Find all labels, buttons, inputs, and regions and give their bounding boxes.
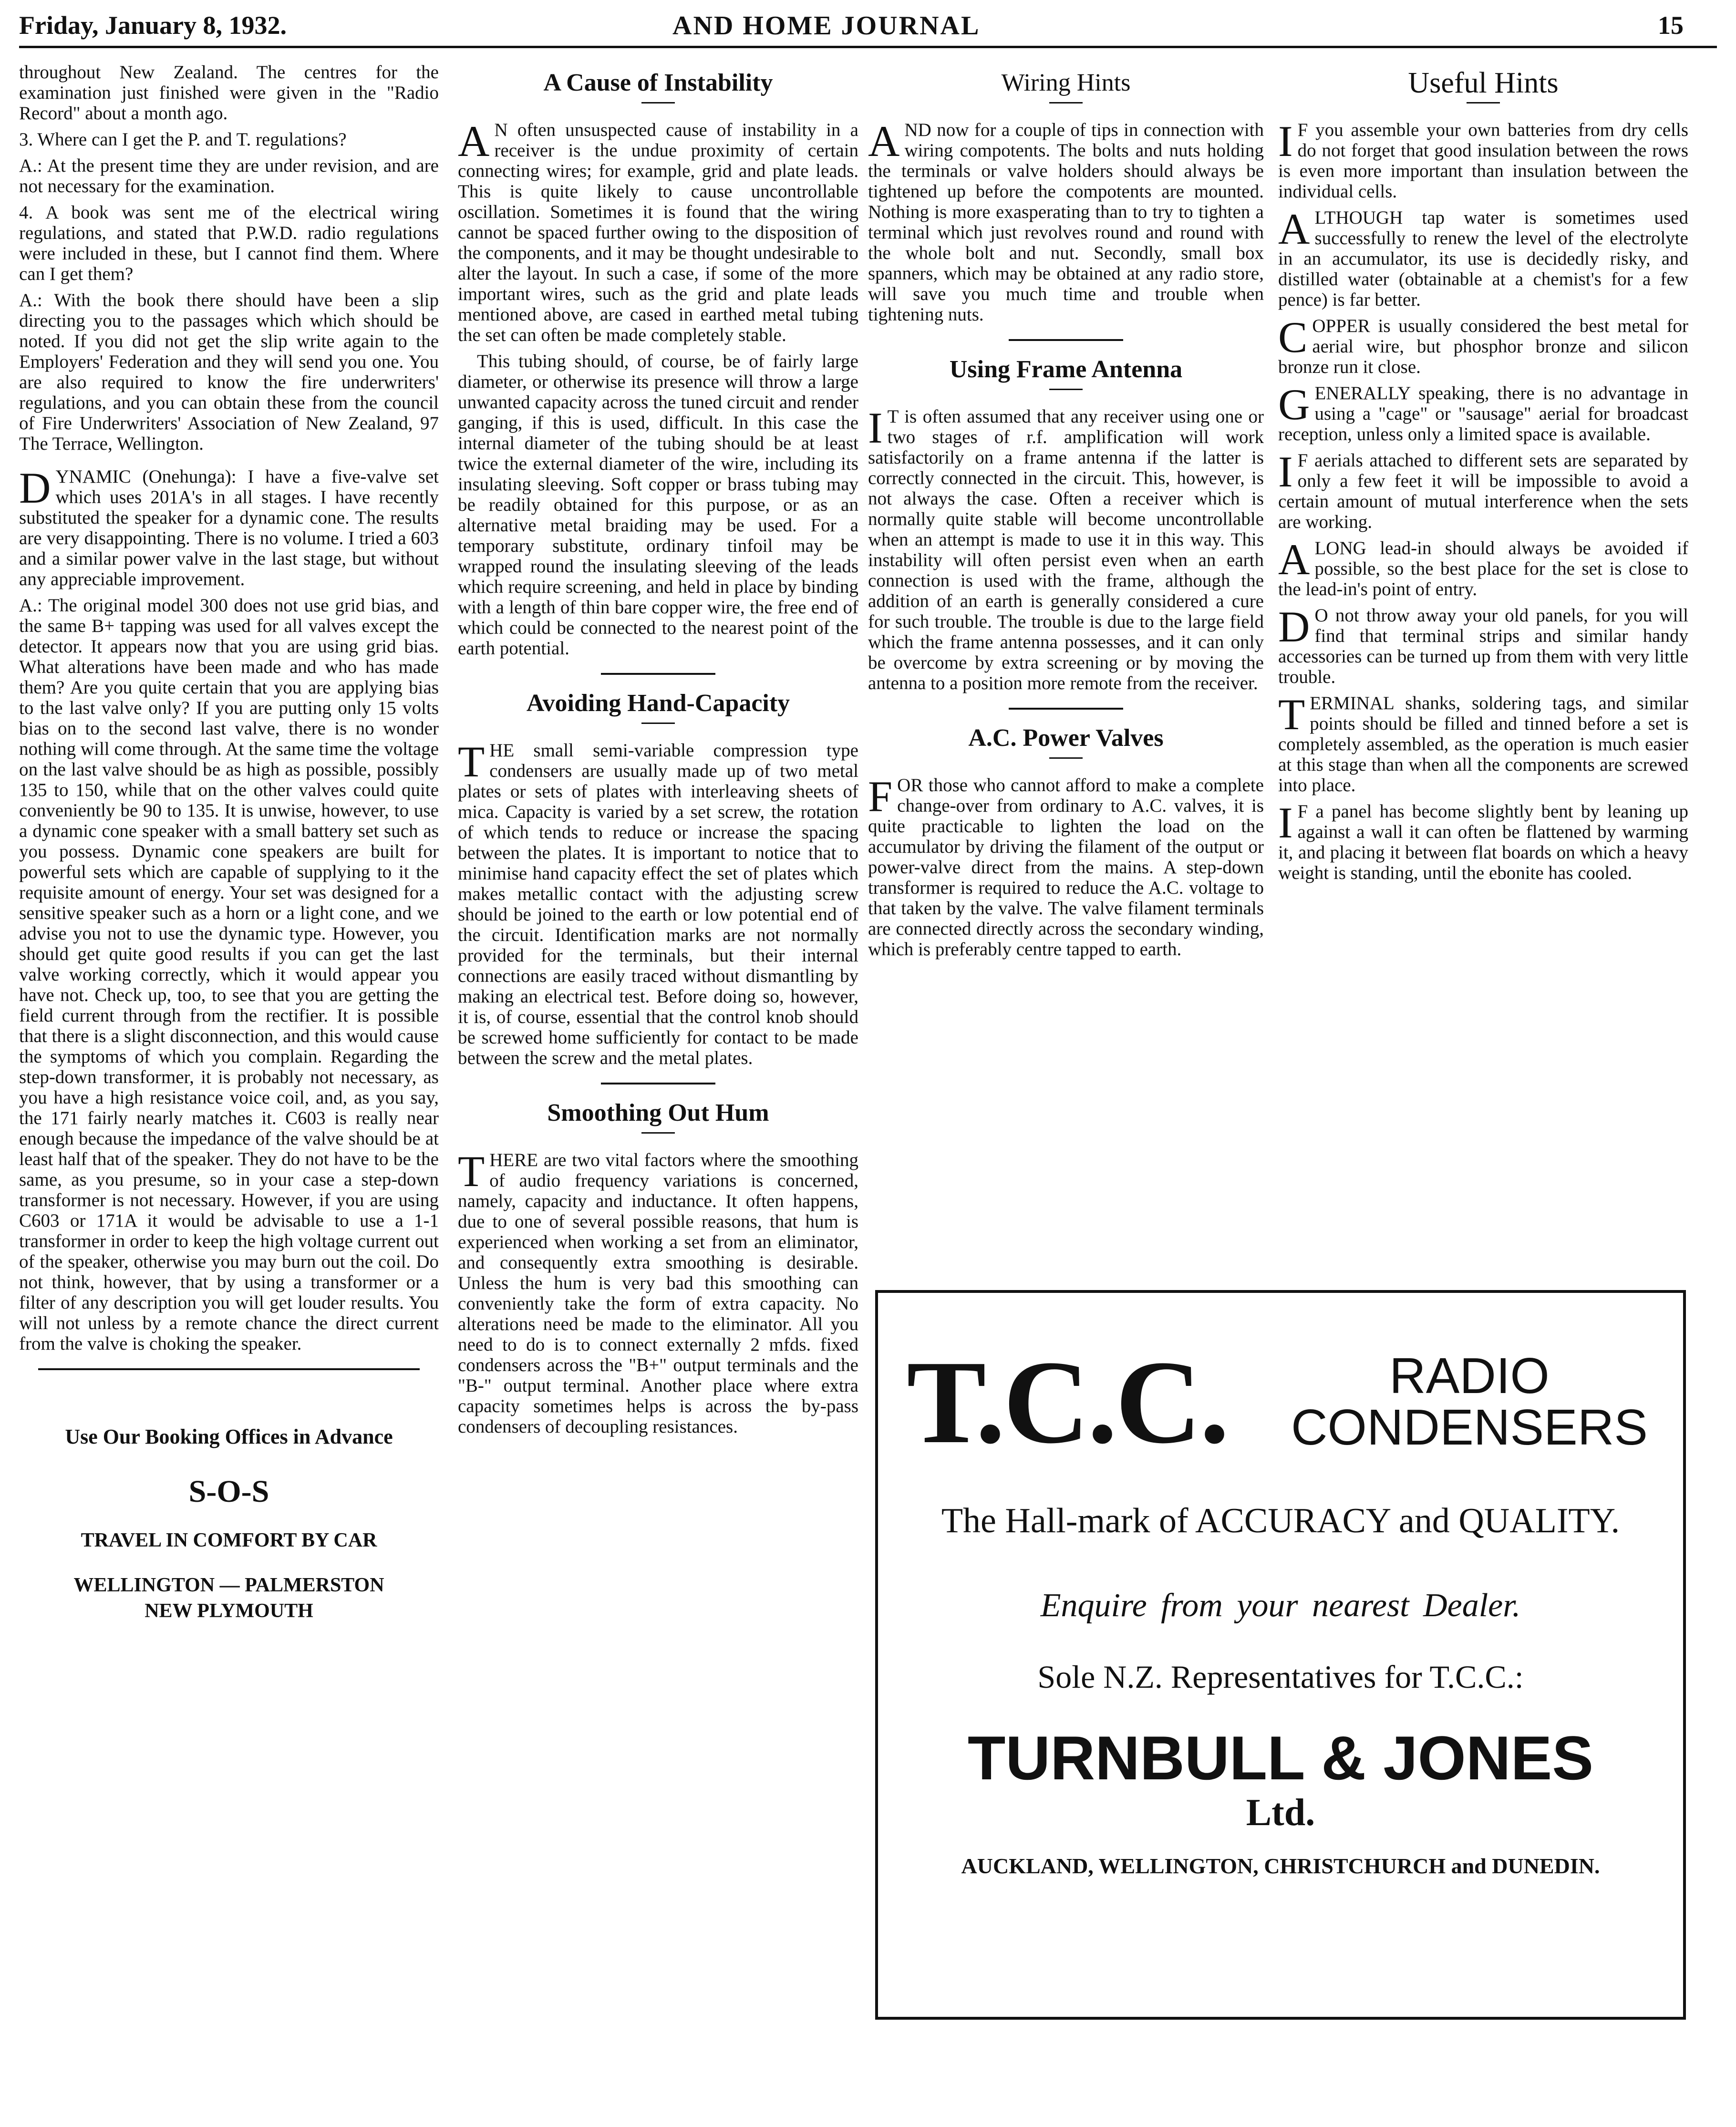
advert-brand-block xyxy=(878,1293,1683,1498)
advert-product xyxy=(1288,1348,1651,1456)
drop-cap: T xyxy=(458,1147,485,1196)
issue-date: Friday, January 8, 1932. xyxy=(19,11,287,40)
column-questions-answers xyxy=(19,62,439,1624)
advert-route: NEW PLYMOUTH xyxy=(145,1600,313,1622)
drop-cap: I xyxy=(1278,117,1293,165)
heading-rule xyxy=(1049,389,1083,390)
article-text: HE small semi-variable compression type condensers are usually made up of two metal plates or sets of plates with interleaving sheets of mica. Capacity is varied by a set screw, the rotation of which tends to reduce or increase the spacing between the plates. It is important to notice that to minimise hand capacity effect the set of plates which makes metallic contact with the adjusting screw should be joined to the earth or low potential end of the circuit. Identification marks are not normally provided for the terminals, but their internal connections are easily traced without dismantling by making an electrical test. Before doing so, however, it is, of course, essential that the control knob should be screwed home sufficiently for contact to be made between the screw and the metal plates. xyxy=(458,740,858,1068)
advert-brand-logo: T.C.C. xyxy=(907,1336,1228,1468)
sos-travel-advert xyxy=(19,1423,439,1624)
column-articles-3 xyxy=(868,62,1264,965)
hint-text: O not throw away your old panels, for you will find that terminal strips and similar handy accessories can be turned up from them with very little trouble. xyxy=(1278,605,1688,687)
paragraph: throughout New Zealand. The centres for the examination just finished were given in the "Radio Record" about a month ago. xyxy=(19,62,439,124)
hint-paragraph xyxy=(1278,313,1688,377)
heading-rule xyxy=(1049,102,1083,103)
heading-rule xyxy=(1049,757,1083,759)
drop-cap: A xyxy=(1278,535,1310,584)
article-paragraph xyxy=(868,403,1264,693)
tcc-condensers-advert xyxy=(875,1290,1686,2020)
separator-rule xyxy=(601,673,715,675)
advert-route: WELLINGTON — PALMERSTON xyxy=(73,1574,384,1596)
hint-paragraph xyxy=(1278,117,1688,202)
drop-cap: A xyxy=(1278,205,1310,253)
article-paragraph xyxy=(458,1147,858,1437)
article-heading: Avoiding Hand-Capacity xyxy=(526,690,790,717)
hint-text: ENERALLY speaking, there is no advantage in using a "cage" or "sausage" aerial for broadcast reception, unless only a limited space is available. xyxy=(1278,383,1688,444)
hint-paragraph xyxy=(1278,690,1688,795)
hint-paragraph xyxy=(1278,798,1688,883)
masthead-rule xyxy=(19,46,1717,48)
separator-rule xyxy=(1009,339,1123,341)
advert-representatives: Sole N.Z. Representatives for T.C.C.: xyxy=(1037,1659,1524,1695)
hint-text: F a panel has become slightly bent by leaning up against a wall it can often be flattened by warming it, and placing it between flat boards on which a heavy weight is standing, until the ebonite has cooled. xyxy=(1278,801,1688,883)
article-paragraph: This tubing should, of course, be of fairly large diameter, or otherwise its presence will throw a large unwanted capacity across the tuned circuit and render ganging, if this is used, difficult. In this case the internal diameter of the tubing should be at least twice the external diameter of the wire, including its insulating sleeving. Soft copper or brass tubing may be readily obtained for this purpose, or as an alternative metal braiding may be used. For a temporary substitute, ordinary tinfoil may be wrapped round the insulating sleeving of the leads which require screening, and held in place by binding with a length of thin bare copper wire, the free end of which could be connected to the nearest point of the earth potential. xyxy=(458,351,858,659)
advert-product-line: RADIO xyxy=(1389,1348,1550,1404)
drop-cap: G xyxy=(1278,380,1310,429)
article-text: HERE are two vital factors where the smoothing of audio frequency variations is concerned, namely, capacity and inductance. It often happens, due to one of several possible reasons, that hum is experienced when working a set from an eliminator, and consequently extra smoothing is desirable. Unless the hum is very bad this smoothing can conveniently take the form of extra capacity. No alterations need be made to the eliminator. All you need to do is to connect externally 2 mfds. fixed condensers across the "B+" output terminals and the "B-" output terminal. Another place where extra capacity sometimes helps is across the by-pass condensers of decoupling resistances. xyxy=(458,1150,858,1437)
answer: A.: With the book there should have been a slip directing you to the passages which which should be noted. If you did not get the slip write again to the Employers' Federation and they will send you one. You are also required to know the fire underwriters' regulations, and you can obtain these from the council of Fire Underwriters' Association of New Zealand, 97 The Terrace, Wellington. xyxy=(19,290,439,454)
column-useful-hints xyxy=(1278,62,1688,889)
article-heading: Smoothing Out Hum xyxy=(547,1099,769,1126)
article-paragraph xyxy=(458,117,858,345)
advert-headline: Use Our Booking Offices in Advance xyxy=(65,1425,393,1448)
hint-text: LTHOUGH tap water is sometimes used successfully to renew the level of the electrolyte in an accumulator, its use is decidedly risky, and distilled water (obtainable at a chemist's for a few pence) is far better. xyxy=(1278,207,1688,310)
letter-body: (Onehunga): I have a five-valve set which uses 201A's in all stages. I have recently substituted the speaker for a dynamic cone. The results are very disappointing. There is no volume. I tried a 603 and a similar power valve in the last stage, but without any appreciable improvement. xyxy=(19,466,439,589)
hint-paragraph xyxy=(1278,380,1688,444)
drop-cap: I xyxy=(1278,798,1293,847)
article-paragraph xyxy=(868,772,1264,960)
hint-text: OPPER is usually considered the best metal for aerial wire, but phosphor bronze and silicon bronze run it close. xyxy=(1278,316,1688,377)
article-heading: A.C. Power Valves xyxy=(968,724,1164,752)
article-heading: A Cause of Instability xyxy=(543,69,773,96)
advert-brand: S-O-S xyxy=(188,1474,269,1509)
article-text: OR those who cannot afford to make a complete change-over from ordinary to A.C. valves, it is quite practicable to lighten the load on the accumulator by driving the filament of the output or power-valve direct from the mains. A step-down transformer is required to reduce the A.C. voltage to that taken by the valve. The valve filament terminals are connected directly across the secondary winding, which is preferably centre tapped to earth. xyxy=(868,775,1264,960)
article-paragraph xyxy=(868,117,1264,325)
article-heading: Useful Hints xyxy=(1408,67,1559,99)
heading-rule xyxy=(641,723,675,724)
journal-title: AND HOME JOURNAL xyxy=(672,11,981,41)
advert-tagline: TRAVEL IN COMFORT BY CAR xyxy=(81,1529,377,1551)
article-text: ND now for a couple of tips in connection with wiring compotents. The bolts and nuts holding the terminals or valve holders should always be tightened up before the compotents are mounted. Nothing is more exasperating than to try to tighten a terminal which just revolves round and round with the whole bolt and nut. Secondly, small box spanners, which may be obtained at any radio store, will save you much time and trouble when tightening nuts. xyxy=(868,120,1264,325)
heading-rule xyxy=(641,102,675,103)
separator-rule xyxy=(601,1083,715,1084)
letter-sender: YNAMIC xyxy=(55,466,131,487)
advert-call-to-action: Enquire from your nearest Dealer. xyxy=(1040,1587,1521,1624)
page-number: 15 xyxy=(1658,11,1684,40)
drop-cap: D xyxy=(19,464,51,512)
heading-rule xyxy=(1467,102,1500,103)
drop-cap: F xyxy=(868,772,893,821)
advert-cities: AUCKLAND, WELLINGTON, CHRISTCHURCH and DUNEDIN. xyxy=(961,1854,1600,1878)
question: 3. Where can I get the P. and T. regulations? xyxy=(19,129,347,150)
advert-company-name: TURNBULL & JONES xyxy=(967,1723,1594,1793)
article-paragraph xyxy=(458,737,858,1068)
hint-text: F you assemble your own batteries from dry cells do not forget that good insulation between the rows is even more important than insulation between the individual cells. xyxy=(1278,120,1688,202)
drop-cap: A xyxy=(868,117,900,165)
drop-cap: T xyxy=(458,737,485,786)
hint-text: F aerials attached to different sets are separated by only a few feet it will be impossible to avoid a certain amount of mutual interference when the sets are working. xyxy=(1278,450,1688,532)
advert-product-line: CONDENSERS xyxy=(1291,1399,1648,1456)
drop-cap: I xyxy=(868,403,883,452)
separator-rule xyxy=(38,1368,420,1370)
advert-company-suffix: Ltd. xyxy=(1246,1792,1315,1834)
heading-rule xyxy=(641,1132,675,1134)
hint-paragraph xyxy=(1278,447,1688,532)
drop-cap: C xyxy=(1278,313,1308,361)
drop-cap: D xyxy=(1278,602,1310,651)
hint-paragraph xyxy=(1278,602,1688,687)
hint-paragraph xyxy=(1278,207,1688,310)
reader-letter xyxy=(19,466,439,589)
hint-text: ERMINAL shanks, soldering tags, and similar points should be filled and tinned before a set is completely assembled, as the operation is much easier at this stage than when all the components are screwed into place. xyxy=(1278,693,1688,795)
answer: A.: At the present time they are under revision, and are not necessary for the examination. xyxy=(19,155,439,196)
column-articles-2 xyxy=(458,62,858,1443)
article-text: N often unsuspected cause of instability in a receiver is the undue proximity of certain connecting wires; for example, grid and plate leads. This is quite likely to cause uncontrollable oscillation. Sometimes it is found that the wiring cannot be spaced further owing to the disposition of the components, and it may be thought undesirable to alter the layout. In such a case, if some of the more important wires, such as the grid and plate leads mentioned above, are cased in earthed metal tubing the set can often be made completely stable. xyxy=(458,120,858,345)
advert-slogan: The Hall-mark of ACCURACY and QUALITY. xyxy=(941,1501,1620,1540)
hint-paragraph xyxy=(1278,535,1688,599)
article-heading: Using Frame Antenna xyxy=(949,356,1183,383)
article-text: T is often assumed that any receiver using one or two stages of r.f. amplification will work satisfactorily on a frame antenna if the latter is correctly connected in the circuit. This, however, is not always the case. Often a receiver which is normally quite stable will become uncontrollable when an attempt is made to use it in this way. This instability will often persist even when an earth connection is used with the frame, although the addition of an earth is generally considered a cure for such trouble. The trouble is due to the large field which the frame antenna possesses, and it can only be overcome by extra screening or by moving the antenna to a position more remote from the receiver. xyxy=(868,406,1264,693)
drop-cap: T xyxy=(1278,690,1305,739)
drop-cap: I xyxy=(1278,447,1293,496)
question: 4. A book was sent me of the electrical wiring regulations, and stated that P.W.D. radio regulations were included in these, but I cannot find them. Where can I get them? xyxy=(19,202,439,284)
article-heading: Wiring Hints xyxy=(1001,69,1131,96)
separator-rule xyxy=(1009,708,1123,710)
drop-cap: A xyxy=(458,117,490,165)
answer: A.: The original model 300 does not use grid bias, and the same B+ tapping was used for all valves except the detector. It appears now that you are using grid bias. What alterations have been made and who has made them? Are you quite certain that you are applying bias to the last valve only? If you are putting only 15 volts bias on to the second last valve, there is no wonder nothing will come through. At the same time the voltage on the last valve should be as high as possible, possibly 135 to 150, while that on the other valves could quite conveniently be 90 to 135. It is unwise, however, to use a dynamic cone speaker with a small battery set such as you possess. Dynamic cone speakers are built for powerful sets which are capable of supplying to it the requisite amount of energy. Your set was designed for a sensitive speaker such as a horn or a light cone, and we advise you not to use the dynamic type. However, you should get quite good results if you can get the last valve working correctly, which it would appear you have not. Check up, too, to see that you are getting the field current through from the rectifier. It is possible that there is a slight disconnection, and this would cause the symptoms of which you complain. Regarding the step-down transformer, it is probably not necessary, as you have a high resistance voice coil, and, as you say, the 171 fairly nearly matches it. C603 is really near enough because the impedance of the valve should be at least half that of the speaker. They do not have to be the same, as you presume, so in your case a step-down transformer is not necessary. However, if you are using C603 or 171A it would be advisable to use a 1-1 transformer in order to keep the high voltage current out of the speaker, otherwise you may burn out the coil. Do not think, however, that by using a transformer or a filter of any description you will get louder results. You will not unless by a remote chance the direct current from the valve is choking the speaker. xyxy=(19,595,439,1354)
masthead xyxy=(19,9,1717,47)
hint-text: LONG lead-in should always be avoided if possible, so the best place for the set is close to the lead-in's point of entry. xyxy=(1278,538,1688,599)
